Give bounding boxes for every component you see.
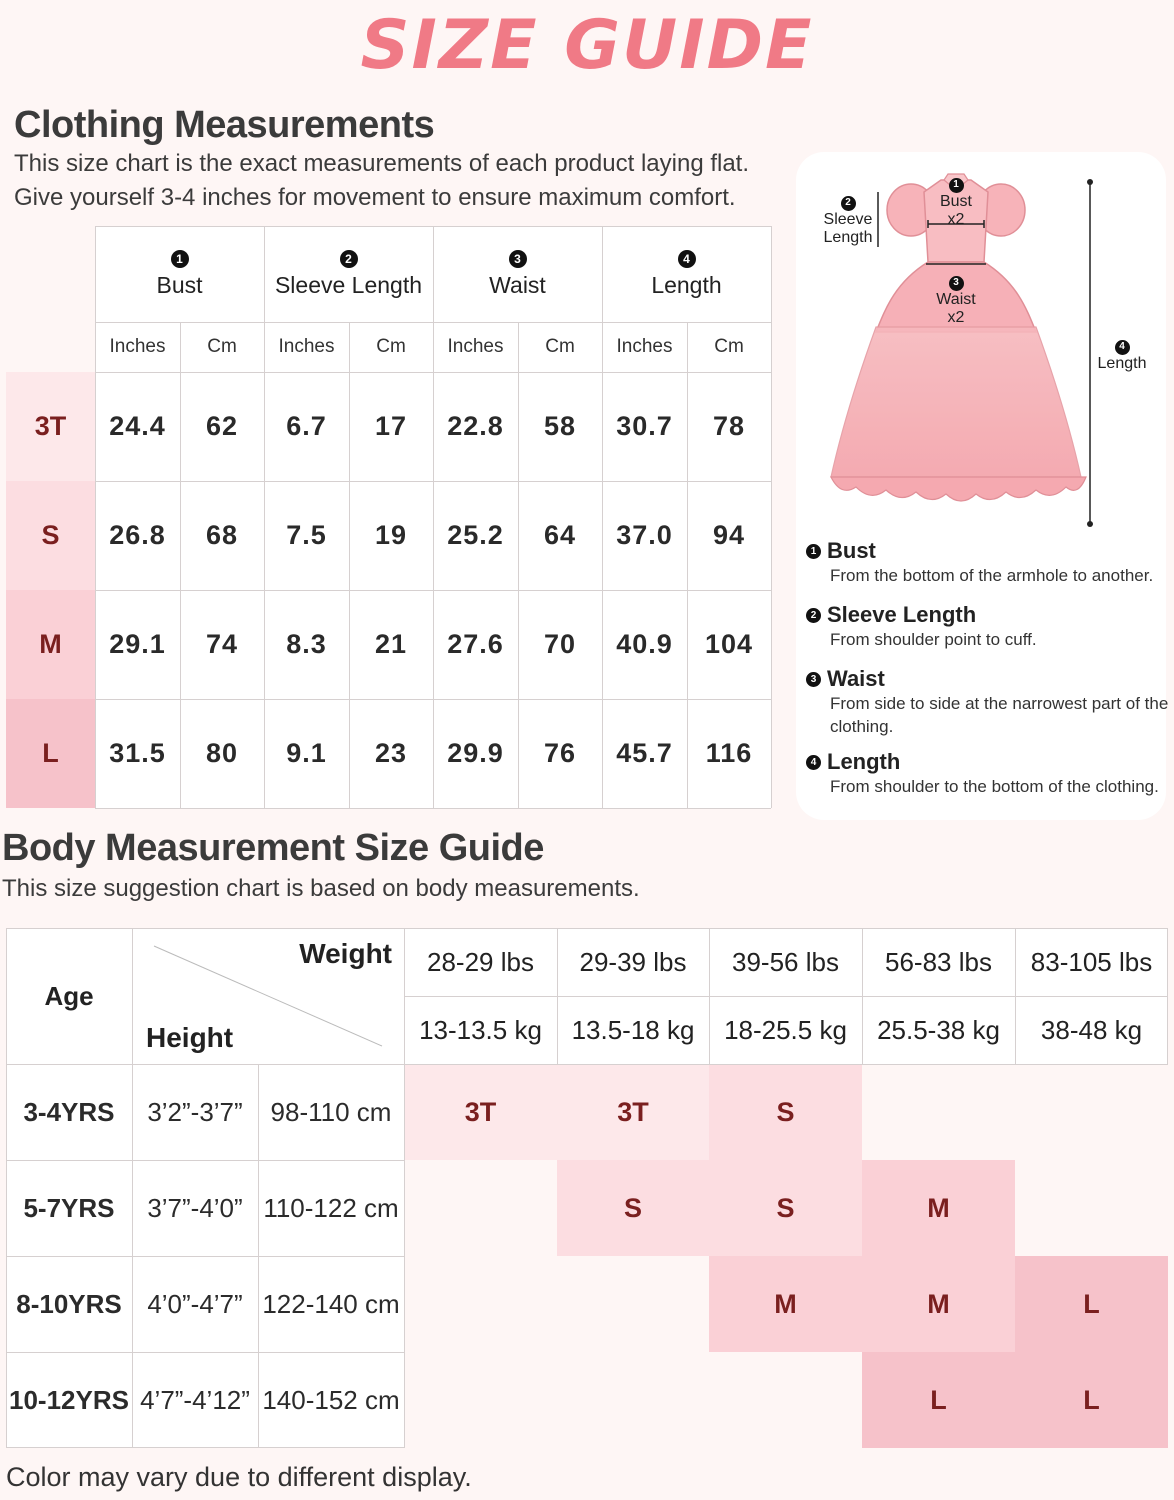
- weight-kg-header: 13.5-18 kg: [571, 1014, 695, 1045]
- diagram-length-label: [1092, 336, 1152, 373]
- grid-line: [404, 996, 1168, 997]
- measure-label: Length: [651, 271, 722, 298]
- legend-title: [806, 666, 1171, 692]
- measure-label: Waist: [489, 271, 546, 298]
- diagram-waist-label: [931, 272, 981, 327]
- measurement-value: 6.7: [286, 411, 327, 441]
- legend-desc: From the bottom of the armhole to another.: [830, 566, 1154, 585]
- grid-line: [95, 372, 771, 373]
- weight-lbs-header: 28-29 lbs: [427, 946, 534, 977]
- age-value: 3-4YRS: [23, 1096, 115, 1127]
- measurement-value: 31.5: [109, 738, 166, 768]
- measurement-value: 76: [543, 738, 577, 768]
- measurement-value: 23: [374, 738, 408, 768]
- size-suggestion: L: [1015, 1352, 1168, 1448]
- measurement-value: 80: [205, 738, 239, 768]
- footer-note: Color may vary due to different display.: [6, 1462, 472, 1492]
- badge-1-icon: 1: [806, 544, 821, 559]
- legend-title-text: Sleeve Length: [827, 602, 977, 627]
- legend-item-sleeve-length: [806, 602, 1171, 651]
- legend-item-bust: [806, 538, 1171, 587]
- measurement-value: 94: [712, 520, 746, 550]
- unit-header: Inches: [616, 336, 673, 357]
- size-suggestion: L: [862, 1352, 1015, 1448]
- size-suggestion: S: [557, 1160, 709, 1256]
- legend-title: [806, 749, 1171, 775]
- grid-line: [6, 1256, 404, 1257]
- grid-line: [518, 322, 519, 808]
- measurement-value: 116: [705, 738, 753, 768]
- weight-lbs-header: 39-56 lbs: [732, 946, 839, 977]
- height-ft-value: 4’7”-4’12”: [140, 1384, 250, 1415]
- size-suggestion: S: [709, 1160, 862, 1256]
- grid-line: [862, 928, 863, 1064]
- measure-header-length: [602, 226, 771, 322]
- legend-desc: From side to side at the narrowest part of the clothing.: [830, 694, 1169, 736]
- grid-line: [264, 226, 265, 808]
- measure-header-bust: [95, 226, 264, 322]
- measurement-value: 40.9: [616, 629, 673, 659]
- measurement-value: 70: [543, 629, 577, 659]
- legend-title-text: Length: [827, 749, 901, 774]
- clothing-desc-2: Give yourself 3-4 inches for movement to ensure maximum comfort.: [14, 184, 736, 211]
- diagram-sleeve-text-2: Length: [823, 228, 873, 246]
- grid-line: [95, 226, 771, 227]
- size-suggestion: M: [862, 1256, 1015, 1352]
- size-suggestion: 3T: [404, 1064, 557, 1160]
- badge-1-icon: 1: [171, 250, 189, 268]
- diagram-bust-x: x2: [947, 210, 965, 228]
- weight-kg-header: 13-13.5 kg: [419, 1014, 542, 1045]
- grid-line: [132, 928, 133, 1448]
- diagram-sleeve-text: Sleeve: [823, 210, 873, 228]
- measure-label: Bust: [156, 271, 203, 298]
- measurement-value: 9.1: [286, 738, 327, 768]
- grid-line: [687, 322, 688, 808]
- size-label-s: S: [6, 481, 95, 590]
- grid-line: [95, 226, 96, 808]
- grid-line: [95, 699, 771, 700]
- measurement-value: 29.9: [447, 738, 504, 768]
- badge-3-icon: 3: [509, 250, 527, 268]
- grid-line: [433, 226, 434, 808]
- body-desc: This size suggestion chart is based on body measurements.: [2, 875, 640, 902]
- grid-line: [6, 1447, 404, 1448]
- measurement-value: 58: [543, 411, 577, 441]
- height-cm-value: 98-110 cm: [270, 1096, 392, 1127]
- grid-line: [95, 590, 771, 591]
- unit-header: Inches: [109, 336, 166, 357]
- size-suggestion: L: [1015, 1256, 1168, 1352]
- grid-line: [6, 1160, 404, 1161]
- grid-line: [6, 1352, 404, 1353]
- diagram-waist-x: x2: [947, 308, 965, 326]
- measurement-value: 104: [704, 629, 754, 659]
- grid-line: [6, 1064, 1168, 1065]
- weight-kg-header: 18-25.5 kg: [724, 1014, 847, 1045]
- legend-title-text: Waist: [827, 666, 885, 691]
- grid-line: [1167, 928, 1168, 1064]
- grid-line: [771, 226, 772, 808]
- weight-kg-header: 25.5-38 kg: [877, 1014, 1000, 1045]
- diagram-waist-text: Waist: [936, 290, 976, 308]
- weight-label: Weight: [299, 938, 392, 969]
- badge-4-icon: 4: [678, 250, 696, 268]
- age-value: 5-7YRS: [23, 1192, 115, 1223]
- age-value: 10-12YRS: [9, 1384, 129, 1415]
- diagram-bust-text: Bust: [939, 192, 972, 210]
- clothing-desc-1: This size chart is the exact measurements of each product laying flat.: [14, 150, 750, 177]
- height-label: Height: [146, 1022, 234, 1053]
- measurement-value: 68: [205, 520, 239, 550]
- unit-header: Cm: [207, 336, 237, 357]
- size-label-l: L: [6, 699, 95, 808]
- legend-item-length: [806, 749, 1171, 798]
- badge-2-icon: 2: [841, 196, 856, 211]
- body-size-table: [6, 928, 1168, 1448]
- measurement-value: 22.8: [447, 411, 504, 441]
- size-suggestion: S: [709, 1064, 862, 1160]
- measure-header-sleeve-length: [264, 226, 433, 322]
- legend-desc: From shoulder point to cuff.: [830, 630, 1037, 649]
- measurement-value: 8.3: [286, 629, 327, 659]
- legend-desc: From shoulder to the bottom of the clothing.: [830, 777, 1159, 796]
- badge-4-icon: 4: [1115, 340, 1130, 355]
- age-value: 8-10YRS: [16, 1288, 122, 1319]
- measurement-value: 45.7: [616, 738, 673, 768]
- measurement-value: 19: [374, 520, 408, 550]
- age-header: Age: [44, 980, 94, 1011]
- grid-line: [349, 322, 350, 808]
- measure-header-waist: [433, 226, 602, 322]
- badge-4-icon: 4: [806, 755, 821, 770]
- measure-label: Sleeve Length: [274, 271, 423, 298]
- measurement-value: 27.6: [447, 629, 504, 659]
- measurement-value: 78: [712, 411, 746, 441]
- grid-line: [1015, 928, 1016, 1064]
- badge-2-icon: 2: [340, 250, 358, 268]
- grid-line: [404, 928, 405, 1448]
- unit-header: Cm: [714, 336, 744, 357]
- height-cm-value: 140-152 cm: [262, 1384, 400, 1415]
- grid-line: [602, 226, 603, 808]
- diagram-sleeve-label: [818, 192, 878, 247]
- size-suggestion: M: [862, 1160, 1015, 1256]
- measurement-value: 64: [543, 520, 577, 550]
- size-label-3t: 3T: [6, 372, 95, 481]
- measurement-value: 30.7: [616, 411, 673, 441]
- unit-header: Inches: [278, 336, 335, 357]
- unit-header: Cm: [545, 336, 575, 357]
- weight-height-header: [132, 928, 404, 1064]
- measurement-value: 7.5: [286, 520, 327, 550]
- measurement-value: 21: [374, 629, 408, 659]
- grid-line: [95, 322, 771, 323]
- grid-line: [6, 928, 7, 1448]
- weight-lbs-header: 83-105 lbs: [1030, 946, 1153, 977]
- measurement-value: 24.4: [109, 411, 166, 441]
- page-title: SIZE GUIDE: [360, 6, 814, 85]
- unit-header: Cm: [376, 336, 406, 357]
- unit-header: Inches: [447, 336, 504, 357]
- size-suggestion: M: [709, 1256, 862, 1352]
- size-suggestion: 3T: [557, 1064, 709, 1160]
- grid-line: [6, 928, 1168, 929]
- grid-line: [557, 928, 558, 1064]
- measurement-value: 74: [205, 629, 239, 659]
- height-ft-value: 4’0”-4’7”: [147, 1288, 243, 1319]
- clothing-table: [6, 226, 771, 808]
- measurement-value: 37.0: [616, 520, 673, 550]
- weight-kg-header: 38-48 kg: [1040, 1014, 1143, 1045]
- height-ft-value: 3’7”-4’0”: [147, 1192, 243, 1223]
- diagram-bust-label: [936, 174, 976, 229]
- grid-line: [95, 481, 771, 482]
- grid-line: [95, 808, 771, 809]
- measurement-value: 29.1: [109, 629, 166, 659]
- clothing-heading: Clothing Measurements: [14, 104, 435, 146]
- measurement-value: 25.2: [447, 520, 504, 550]
- badge-2-icon: 2: [806, 608, 821, 623]
- measurement-value: 26.8: [109, 520, 166, 550]
- badge-3-icon: 3: [949, 276, 964, 291]
- grid-line: [180, 322, 181, 808]
- badge-1-icon: 1: [949, 178, 964, 193]
- diagram-length-text: Length: [1097, 354, 1147, 372]
- height-ft-value: 3’2”-3’7”: [147, 1096, 243, 1127]
- body-heading: Body Measurement Size Guide: [2, 827, 544, 869]
- legend-title: [806, 602, 1171, 628]
- weight-lbs-header: 56-83 lbs: [885, 946, 992, 977]
- legend-title: [806, 538, 1171, 564]
- legend-item-waist: [806, 666, 1171, 738]
- weight-lbs-header: 29-39 lbs: [579, 946, 687, 977]
- size-label-m: M: [6, 590, 95, 699]
- measurement-value: 17: [374, 411, 408, 441]
- badge-3-icon: 3: [806, 672, 821, 687]
- height-cm-value: 110-122 cm: [263, 1192, 399, 1223]
- legend-title-text: Bust: [827, 538, 876, 563]
- grid-line: [258, 1064, 259, 1448]
- measurement-value: 62: [205, 411, 239, 441]
- height-cm-value: 122-140 cm: [262, 1288, 400, 1319]
- grid-line: [709, 928, 710, 1064]
